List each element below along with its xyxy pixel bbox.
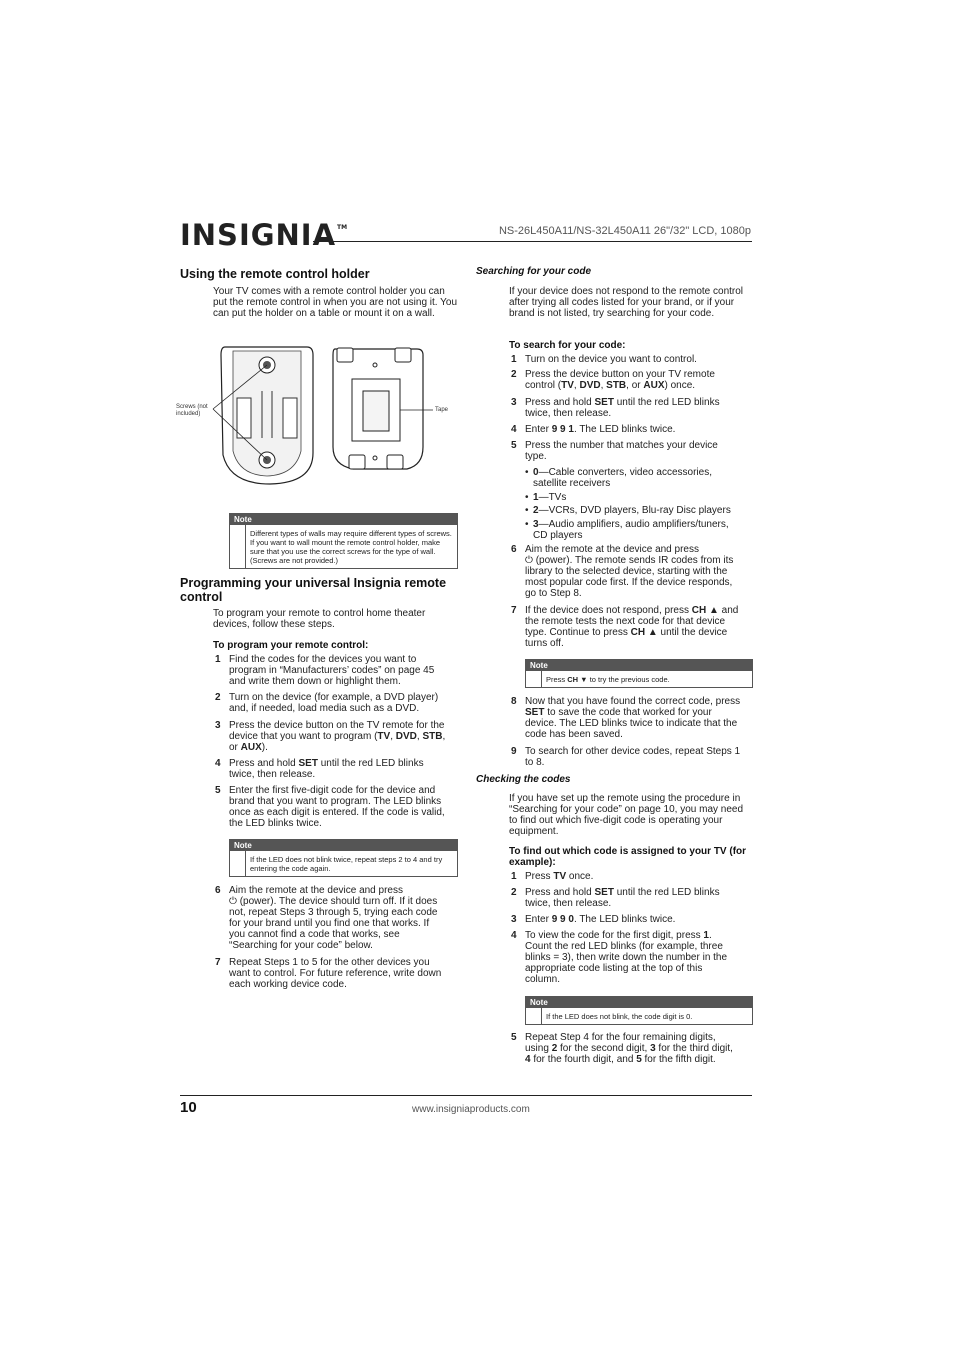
note-box-3 [525,659,753,688]
insignia-logo: INSIGNIA™ [180,218,348,252]
searching-heading: Searching for your code [476,266,592,277]
note-text: If the LED does not blink twice, repeat steps 2 to 4 and try entering the code again. [245,851,457,876]
note-title: Note [526,997,752,1008]
holder-heading: Using the remote control holder [180,267,370,281]
searching-intro: If your device does not respond to the remote control after trying all codes listed for your brand, or if your brand is not listed, try searching for your code. [509,286,744,319]
programming-heading: Programming your universal Insignia remote control [180,576,447,604]
header-rule [313,241,752,242]
checking-heading: Checking the codes [476,774,571,785]
remote-holder-illustration [175,343,450,488]
screws-label: Screws (not included) [176,404,208,417]
checking-intro: If you have set up the remote using the procedure in “Searching for your code” on page 10, you may need to find out which five-digit code is operating your equipment. [509,793,744,837]
page-number: 10 [180,1099,197,1116]
tape-label: Tape [435,407,449,413]
note-box-4 [525,996,753,1025]
footer-rule [250,1095,752,1096]
note-text: If the LED does not blink, the code digit is 0. [541,1008,752,1024]
check-procedure-title: To find out which code is assigned to your TV (for example): [509,846,747,868]
program-procedure-title: To program your remote control: [213,640,369,651]
model-title: NS-26L450A11/NS-32L450A11 26"/32" LCD, 1080p [498,225,751,237]
note-title: Note [526,660,752,671]
search-procedure-title: To search for your code: [509,340,626,351]
note-box-1 [229,513,458,569]
note-title: Note [230,840,457,851]
programming-intro: To program your remote to control home theater devices, follow these steps. [213,608,426,630]
footer-rule-left [180,1095,250,1096]
note-text: Press CH ▼ to try the previous code. [541,671,752,687]
note-title: Note [230,514,457,525]
note-box-2 [229,839,458,877]
note-text: Different types of walls may require different types of screws. If you want to wall mount the remote control holder, make sure that you use the correct screws for the type of wall. (Screws are not provided.) [245,525,457,568]
footer-url[interactable]: www.insigniaproducts.com [412,1104,530,1115]
holder-text: Your TV comes with a remote control holder you can put the remote control in when you are not using it. You can put the holder on a table or mount it on a wall. [213,286,458,319]
